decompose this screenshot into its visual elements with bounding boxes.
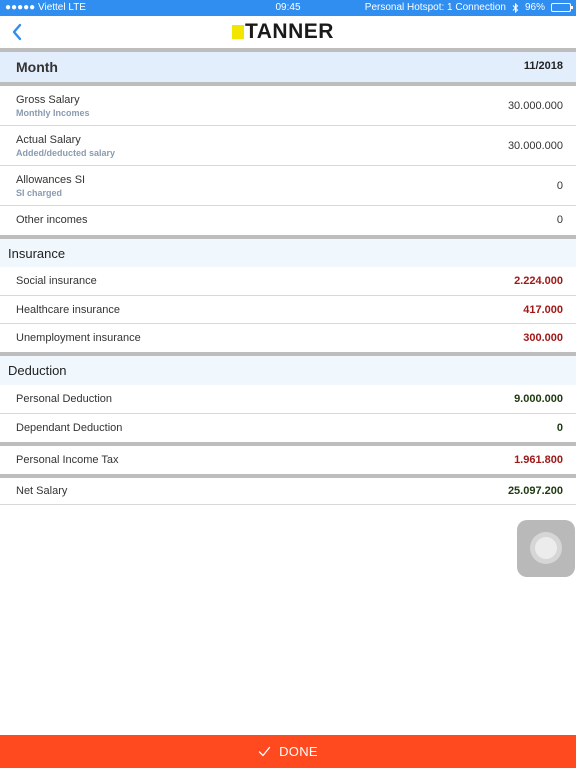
logo-text: TANNER bbox=[245, 20, 334, 43]
done-label: DONE bbox=[279, 744, 318, 759]
month-row bbox=[0, 52, 576, 82]
row-sublabel: Added/deducted salary bbox=[16, 148, 116, 158]
actual-salary-row[interactable] bbox=[0, 126, 576, 166]
assistive-touch-dot bbox=[535, 537, 557, 559]
row-sublabel: SI charged bbox=[16, 188, 63, 198]
hotspot-label: Personal Hotspot: 1 Connection bbox=[364, 2, 506, 13]
row-value: 300.000 bbox=[523, 332, 563, 344]
row-value: 0 bbox=[556, 422, 563, 434]
status-bar bbox=[0, 0, 576, 16]
personal-deduction-row[interactable] bbox=[0, 385, 576, 414]
row-label: Social insurance bbox=[16, 275, 97, 287]
row-label: Other incomes bbox=[16, 214, 88, 226]
status-right bbox=[365, 2, 571, 13]
logo-mark bbox=[232, 25, 244, 39]
assistive-touch-button[interactable] bbox=[517, 520, 575, 577]
battery-percent: 96% bbox=[524, 2, 545, 13]
row-label: Actual Salary bbox=[16, 134, 81, 146]
deduction-section-header bbox=[0, 356, 576, 385]
battery-icon bbox=[551, 3, 571, 12]
row-value: 30.000.000 bbox=[507, 100, 563, 112]
chevron-left-icon[interactable] bbox=[6, 20, 30, 44]
row-value: 417.000 bbox=[523, 304, 563, 316]
section-title: Insurance bbox=[8, 246, 66, 261]
bluetooth-icon bbox=[512, 3, 519, 13]
carrier-label: ●●●●● Viettel LTE bbox=[5, 2, 86, 13]
social-insurance-row[interactable] bbox=[0, 267, 576, 296]
row-label: Net Salary bbox=[16, 485, 68, 497]
other-incomes-row[interactable] bbox=[0, 206, 576, 235]
row-label: Personal Income Tax bbox=[16, 454, 119, 466]
gross-salary-row[interactable] bbox=[0, 86, 576, 126]
navigation-bar bbox=[0, 16, 576, 48]
tanner-logo bbox=[232, 22, 334, 42]
row-value: 1.961.800 bbox=[514, 454, 563, 466]
month-value: 11/2018 bbox=[523, 60, 563, 72]
row-value: 2.224.000 bbox=[514, 275, 563, 287]
row-value: 0 bbox=[556, 214, 563, 226]
unemployment-insurance-row[interactable] bbox=[0, 324, 576, 352]
section-title: Deduction bbox=[8, 363, 67, 378]
row-value: 25.097.200 bbox=[507, 485, 563, 497]
row-sublabel: Monthly Incomes bbox=[16, 108, 90, 118]
row-label: Allowances SI bbox=[16, 174, 86, 186]
personal-income-tax-row[interactable] bbox=[0, 446, 576, 474]
row-value: 0 bbox=[556, 180, 563, 192]
row-label: Gross Salary bbox=[16, 94, 80, 106]
checkmark-icon bbox=[258, 745, 271, 758]
allowances-si-row[interactable] bbox=[0, 166, 576, 206]
net-salary-row[interactable] bbox=[0, 478, 576, 505]
row-label: Unemployment insurance bbox=[16, 332, 141, 344]
insurance-section-header bbox=[0, 239, 576, 267]
clock-label: 09:45 bbox=[275, 2, 301, 13]
healthcare-insurance-row[interactable] bbox=[0, 296, 576, 324]
dependant-deduction-row[interactable] bbox=[0, 414, 576, 442]
row-label: Personal Deduction bbox=[16, 393, 113, 405]
row-value: 30.000.000 bbox=[507, 140, 563, 152]
done-button[interactable] bbox=[0, 735, 576, 768]
row-value: 9.000.000 bbox=[514, 393, 563, 405]
row-label: Healthcare insurance bbox=[16, 304, 120, 316]
row-label: Dependant Deduction bbox=[16, 422, 123, 434]
month-label: Month bbox=[16, 59, 58, 75]
